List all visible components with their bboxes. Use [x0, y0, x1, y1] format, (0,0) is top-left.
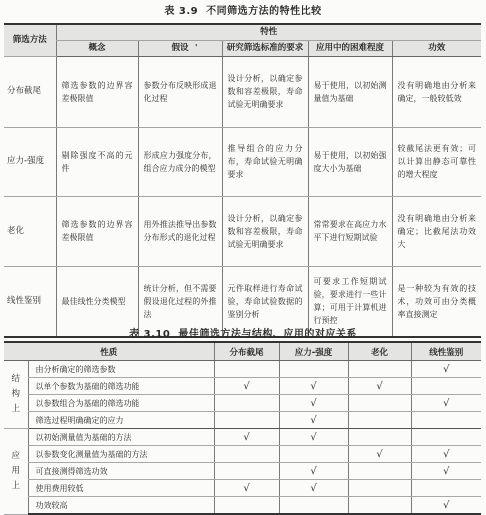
table310-group-label: [4, 361, 28, 429]
check-cell: [348, 361, 411, 378]
table39-row: [4, 56, 481, 127]
check-cell: [214, 463, 279, 480]
check-mark: √: [243, 482, 250, 494]
group-char: 结: [11, 374, 20, 384]
table310-header-row: [4, 342, 481, 361]
table39-cell: [56, 196, 138, 266]
table39-cell: [308, 196, 392, 266]
table310-row-label: 由分析确定的筛选参数: [28, 361, 214, 378]
table310-row: [4, 378, 481, 395]
check-mark: √: [243, 431, 250, 443]
table310-header-property: 性质: [4, 342, 214, 361]
table39-header-group: 特性: [56, 24, 481, 40]
table39-cell-text: 元件取样进行寿命试验，寿命试验数据的鉴别分析: [227, 283, 303, 319]
table39-cell-text: 推导组合的应力分布，寿命试验无明确要求: [227, 144, 303, 179]
table310-row-label: 使用费用较低: [28, 480, 214, 497]
table310-col-header: 应力-强度: [279, 342, 348, 361]
table39-method-cell: 老化: [4, 196, 56, 266]
table39-col-header: 概念: [56, 40, 138, 56]
table39-row: [4, 127, 481, 196]
check-cell: [348, 463, 411, 480]
table39-cell-text: 统计分析，但不需要假设退化过程的外推法: [143, 283, 217, 319]
table39-col-header: [138, 40, 222, 56]
table39-header-row-1: [4, 24, 481, 40]
check-cell: [214, 446, 279, 463]
check-mark: √: [443, 363, 450, 375]
table310-row: [4, 412, 481, 429]
check-cell: [411, 463, 481, 480]
check-mark: √: [443, 397, 450, 409]
check-cell: [214, 497, 279, 515]
group-char: 应: [11, 450, 20, 461]
check-mark: √: [243, 380, 250, 392]
table39-cell-text: 用外推法推导出参数分布形式的退化过程: [143, 220, 217, 242]
check-cell: [279, 446, 348, 463]
table310-row: [4, 429, 481, 446]
table310-col-header: 线性鉴别: [411, 342, 481, 361]
check-cell: [214, 361, 279, 378]
check-mark: √: [310, 380, 317, 392]
table310-group-label: [4, 429, 28, 515]
group-char: 上: [11, 404, 20, 414]
table310-row-label: 筛选过程明确确定的应力: [28, 412, 214, 429]
check-cell: [411, 395, 481, 412]
table39-col-header: 应用中的困难程度: [308, 40, 392, 56]
table39-cell: [138, 196, 222, 266]
check-mark: √: [310, 414, 317, 426]
check-mark: √: [310, 465, 317, 477]
check-cell: [348, 446, 411, 463]
check-cell: [214, 412, 279, 429]
table39-cell: [392, 196, 481, 266]
table310-row-label: 以参数组合为基础的筛选功能: [28, 395, 214, 412]
table310-row-label: 功效较高: [28, 497, 214, 515]
table310-row-label: 以初始测量值为基础的方法: [28, 429, 214, 446]
check-cell: [348, 480, 411, 497]
table310-caption: [0, 325, 486, 340]
check-cell: [279, 378, 348, 395]
table39-cell: [308, 127, 392, 196]
table39-cell: [138, 127, 222, 196]
check-cell: [279, 463, 348, 480]
check-cell: [411, 361, 481, 378]
check-mark: √: [443, 448, 450, 460]
table39: [4, 23, 481, 338]
table39-caption-number: 表 3.9: [164, 6, 199, 17]
check-cell: [214, 378, 279, 395]
check-cell: [279, 497, 348, 515]
table310: [4, 341, 481, 515]
table39-col-header: 研究筛选标准的要求: [222, 40, 308, 56]
check-mark: √: [376, 448, 383, 460]
table310-row-label: 以参数变化测量值为基础的方法: [28, 446, 214, 463]
table39-caption-title: 不同筛选方法的特性比较: [206, 6, 322, 17]
table39-method-cell: 线性鉴别: [4, 266, 56, 337]
table310-row: [4, 463, 481, 480]
check-cell: [214, 395, 279, 412]
table310-row: [4, 480, 481, 497]
table39-cell: [392, 127, 481, 196]
table310-row: [4, 395, 481, 412]
table39-header-row-2: [4, 40, 481, 56]
check-mark: √: [443, 465, 450, 477]
check-cell: [348, 412, 411, 429]
table39-method-cell: 分布截尾: [4, 56, 56, 127]
table39-cell-text: 参数分布反映形成退化过程: [143, 80, 217, 103]
table39-row: [4, 196, 481, 266]
table39-col-header-label: 假设: [171, 42, 189, 53]
table39-cell-text: 是一种较为有效的技术，功效可由分类概率直接测定: [397, 283, 477, 319]
table310-row: [4, 497, 481, 515]
check-mark: √: [310, 397, 317, 409]
table39-cell: [308, 56, 392, 127]
check-cell: [348, 395, 411, 412]
check-cell: [411, 480, 481, 497]
check-mark: √: [376, 380, 383, 392]
table39-method-cell: 应力-强度: [4, 127, 56, 196]
table39-cell-text: 最佳线性分类模型: [61, 296, 126, 306]
table39-cell-text: 易于使用，以初始强度大小为基础: [313, 150, 387, 173]
table310-row-label: 可直接测得筛选功效: [28, 463, 214, 480]
tick-mark: ': [195, 42, 198, 52]
table39-cell-text: 较截尾法更有效；可以计算出静态可靠性的增大程度: [397, 144, 477, 179]
table39-cell-text: 易于使用，以初始测量值为基础: [313, 80, 387, 103]
check-cell: [279, 361, 348, 378]
table310-row: [4, 361, 481, 378]
table39-caption: [0, 2, 486, 17]
table310-col-header: 老化: [348, 342, 411, 361]
check-mark: √: [310, 482, 317, 494]
table310-col-header: 分布截尾: [214, 342, 279, 361]
table39-cell-text: 筛选参数的边界容差极限值: [61, 80, 133, 103]
table310-row: [4, 446, 481, 463]
table39-cell-text: 常常要求在高应力水平下进行短期试验: [313, 220, 387, 242]
table39-cell-text: 形成应力强度分布，组合应力成分的模型: [143, 150, 217, 173]
table39-cell: [56, 56, 138, 127]
check-cell: [411, 429, 481, 446]
table39-cell-text: 筛选参数的边界容差极限值: [61, 220, 133, 242]
check-cell: [279, 429, 348, 446]
table39-cell: [222, 196, 308, 266]
check-cell: [348, 497, 411, 515]
check-cell: [214, 429, 279, 446]
table39-cell-text: 设计分析，以确定参数和容差极限，寿命试验无明确要求: [227, 213, 303, 249]
table39-cell: [138, 56, 222, 127]
table39-header-method: 筛选方法: [4, 24, 56, 56]
table310-row-label: 以单个参数为基础的筛选功能: [28, 378, 214, 395]
table310-caption-title: 最佳筛选方法与结构、应用的对应关系: [178, 329, 357, 340]
table39-cell-text: 没有明确地由分析来确定，一般较低效: [397, 80, 477, 103]
table39-cell: [222, 56, 308, 127]
check-cell: [411, 497, 481, 515]
check-cell: [348, 378, 411, 395]
check-cell: [411, 446, 481, 463]
table39-cell: [56, 127, 138, 196]
check-cell: [411, 378, 481, 395]
table39-col-header: 功效: [392, 40, 481, 56]
check-cell: [348, 429, 411, 446]
table39-cell-text: 剔除强度不高的元件: [61, 150, 133, 173]
check-cell: [279, 395, 348, 412]
table39-cell: [392, 56, 481, 127]
check-cell: [279, 412, 348, 429]
table310-caption-number: 表 3.10: [129, 329, 171, 340]
table39-cell-text: 没有明确地由分析来确定；比截尾法功效大: [397, 213, 477, 249]
check-mark: √: [310, 431, 317, 443]
check-cell: [411, 412, 481, 429]
table39-cell: [222, 127, 308, 196]
table39-cell-text: 设计分析，以确定参数和容差极限，寿命试验无明确要求: [227, 74, 303, 109]
table39-cell-text: 可要求工作短期试验，要求进行一些计算；可用于计算机进行预控: [313, 277, 387, 326]
group-char: 构: [11, 389, 20, 399]
group-char: 用: [11, 465, 20, 476]
check-cell: [214, 480, 279, 497]
check-cell: [279, 480, 348, 497]
group-char: 上: [11, 480, 20, 491]
check-mark: √: [443, 499, 450, 511]
